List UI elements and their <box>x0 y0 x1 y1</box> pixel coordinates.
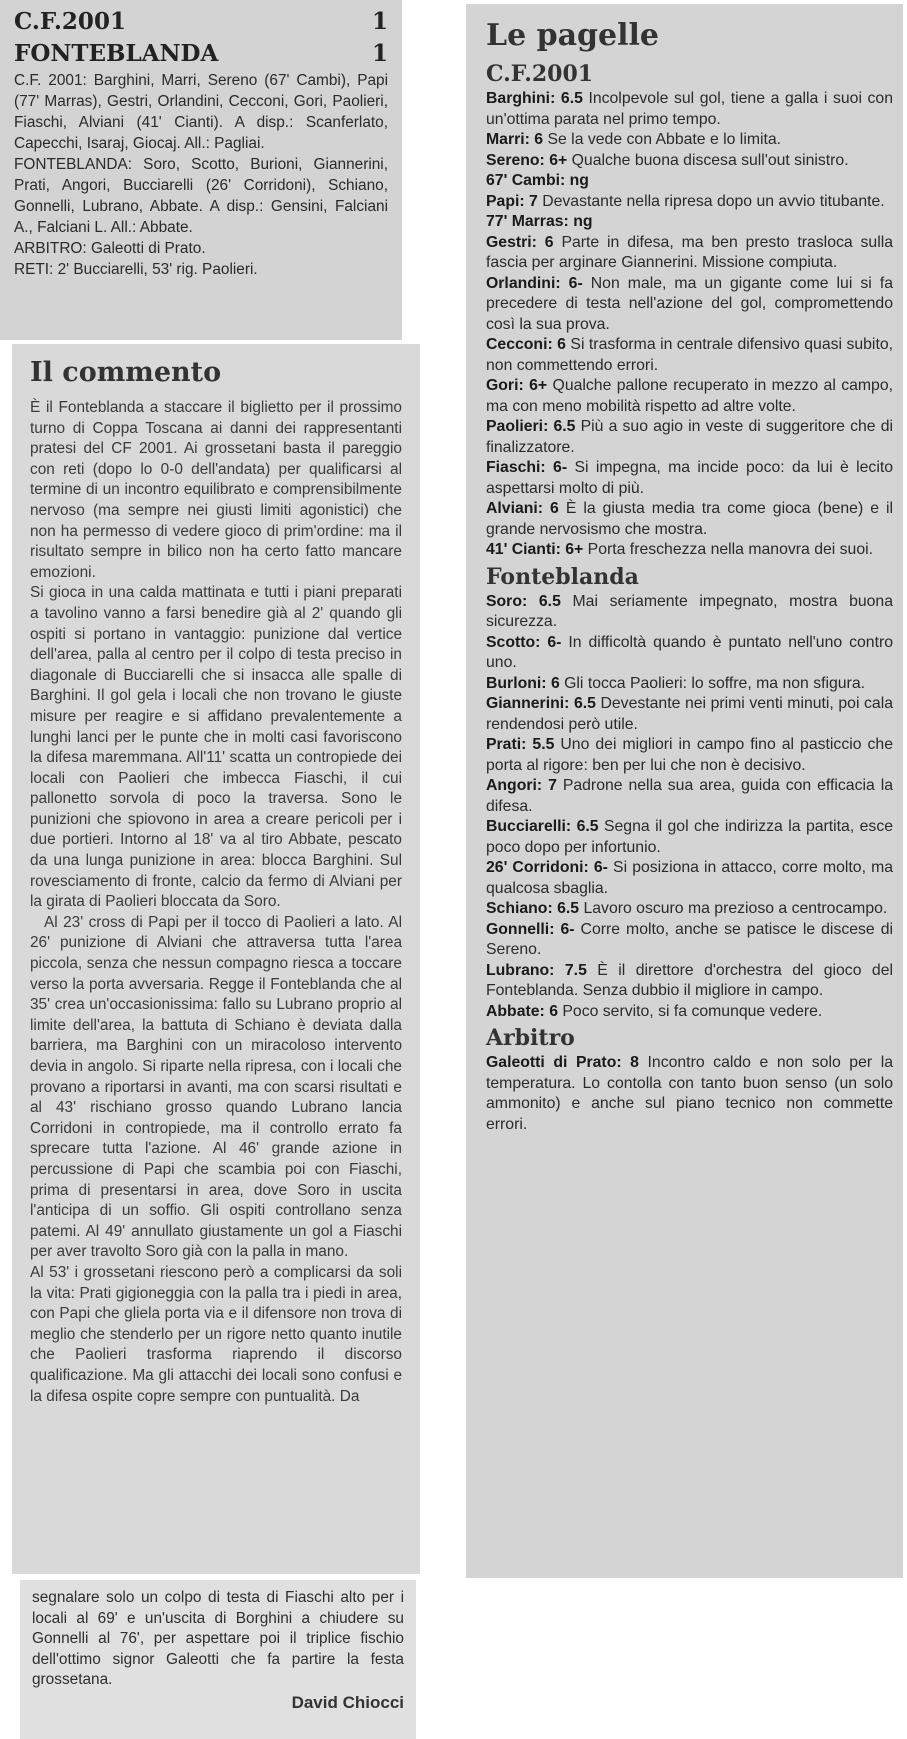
player-name: 67' Cambi: <box>486 172 566 189</box>
ratings-title: Le pagelle <box>486 18 659 53</box>
player-name: Soro: <box>486 592 528 610</box>
player-rating <box>486 899 893 920</box>
commentary-body <box>30 398 402 1407</box>
player-comment: Si posiziona in attacco, corre molto, ma qualcosa sbaglia. <box>486 859 894 897</box>
player-comment: Non male, ma un gigante come lui si fa precedere di testa nell'azione del gol, compromettendo così la sua prova. <box>486 274 894 333</box>
player-name: Papi: <box>486 192 525 210</box>
player-grade: 5.5 <box>532 736 555 753</box>
commentary-tail <box>32 1588 404 1691</box>
player-rating <box>486 858 893 899</box>
commentary-paragraph: Al 53' i grossetani riescono però a complicarsi da soli la vita: Prati gigioneggia con la palla tra i piedi in area, con Papi che gliela porta via e il difensore non trova di meglio che stenderlo per un rigore netto quanto inutile che Paolieri trasforma riaprendo il discorso qualificazione. Ma gli attacchi dei locali sono confusi e la difesa ospite copre sempre con puntualità. Da <box>30 1263 402 1405</box>
player-name: Scotto: <box>486 633 541 651</box>
home-team-name: C.F.2001 <box>14 8 126 35</box>
player-grade: ng <box>573 213 593 230</box>
player-name: Abbate: <box>486 1002 545 1020</box>
commentary-paragraph: Si gioca in una calda mattinata e tutti i piani preparati a tavolino vanno a farsi benedire già al 2' quando gli ospiti si portano in vantaggio: punizione dal vertice dell'area, palla al centro per il colpo di testa preciso in diagonale di Bucciarelli che si insacca alle spalle di Barghini. Il gol gela i locali che non trovano le giuste misure per reagire e si affidano prevalentemente a lunghi lanci per le punte che in molti casi favoriscono la difesa maremmana. All'11' scatta un contropiede dei locali con Paolieri che imbecca Fiaschi, il cui pallonetto sorvola di poco la traversa. Sono le punizioni che spiovono in area a creare pericoli per i due portieri. Intorno al 18' va al tiro Abbate, pescato da una lunga punizione in area: blocca Barghini. Sul rovesciamento di fronte, calcio da fermo di Alviani per la girata di Paolieri bloccata da Soro. <box>30 584 402 911</box>
player-name: Fiaschi: <box>486 459 546 476</box>
player-comment: Parte in difesa, ma ben presto trasloca sulla fascia per arginare Giannerini. Missione compiuta. <box>486 233 894 271</box>
player-comment: Qualche pallone recuperato in mezzo al campo, ma con meno mobilità rispetto ad altre volte. <box>486 377 894 415</box>
player-name: Orlandini: <box>486 274 561 292</box>
player-grade: 8 <box>630 1054 639 1071</box>
player-grade: 6.5 <box>553 418 576 435</box>
player-comment: Si trasforma in centrale difensivo quasi subito, non commettendo errori. <box>486 336 894 374</box>
player-grade: 6.5 <box>576 818 599 835</box>
player-comment: È il direttore d'orchestra del gioco del Fonteblanda. Senza dubbio il migliore in campo. <box>486 961 893 999</box>
player-grade: 6+ <box>529 377 548 394</box>
player-name: Alviani: <box>486 500 544 517</box>
player-comment: Incontro caldo e non solo per la temperatura. Lo contolla con tanto buon senso (un solo ammonito) e anche sul piano tecnico non commette errori. <box>486 1054 893 1133</box>
player-grade: 6 <box>550 500 559 517</box>
player-name: Gori: <box>486 377 524 394</box>
player-comment: Porta freschezza nella manovra dei suoi. <box>587 541 874 558</box>
player-comment: Incolpevole sul gol, tiene a galla i suoi con un'ottima parata nel primo tempo. <box>486 90 893 128</box>
player-name: Burloni: <box>486 674 547 692</box>
player-rating <box>486 540 893 561</box>
player-comment: Qualche buona discesa sull'out sinistro. <box>571 151 849 169</box>
player-rating <box>486 458 893 499</box>
player-rating <box>486 274 893 336</box>
player-name: Gestri: <box>486 233 537 251</box>
player-grade: 6.5 <box>573 695 596 712</box>
ratings-section-title: Fonteblanda <box>486 563 639 590</box>
player-name: Angori: <box>486 777 543 794</box>
player-rating <box>486 633 893 674</box>
player-name: Bucciarelli: <box>486 818 572 835</box>
player-comment: In difficoltà quando è puntato nell'uno contro uno. <box>486 633 894 671</box>
player-grade: 6 <box>534 131 544 148</box>
player-name: Sereno: <box>486 151 545 169</box>
player-rating <box>486 130 893 151</box>
player-comment: Segna il gol che indirizza la partita, esce poco dopo per infortunio. <box>486 818 894 856</box>
player-name: Lubrano: <box>486 961 555 979</box>
commentary-paragraph: È il Fonteblanda a staccare il biglietto per il prossimo turno di Coppa Toscana ai danni dei rappresentanti pratesi del CF 2001. Ai grossetani basta il pareggio con reti (dopo lo 0-0 dell'andata) per qualificarsi al termine di un incontro equilibrato e comprensibilmente nervoso (ma sempre nei giusti limiti agonistici) che non ha permesso di vedere gioco di prim'ordine: ma il risultato sempre in bilico non ha certo fatto mancare emozioni. <box>30 399 402 581</box>
player-grade: 6 <box>544 233 554 251</box>
player-grade: 6.5 <box>538 592 561 610</box>
author-byline: David Chiocci <box>291 1692 404 1712</box>
commentary-tail-text: segnalare solo un colpo di testa di Fiaschi alto per i locali al 69' e un'uscita di Borghini a chiudere su Gonnelli al 76', per aspettare poi il triplice fischio dell'ottimo signor Galeotti che fa partire la festa grossetana. <box>32 1589 404 1689</box>
away-lineup: FONTEBLANDA: Soro, Scotto, Burioni, Giannerini, Prati, Angori, Bucciarelli (26' Corridoni), Schiano, Gonnelli, Lubrano, Abbate. A disp.: Gensini, Falciani A., Falciani L. All.: Abbate. <box>14 156 388 236</box>
player-grade: 6 <box>549 1002 558 1020</box>
player-grade: 6 <box>550 674 560 692</box>
player-grade: 6+ <box>565 541 584 558</box>
player-name: Marri: <box>486 131 530 148</box>
player-name: Cecconi: <box>486 336 553 353</box>
player-grade: 6- <box>593 859 608 876</box>
player-name: Prati: <box>486 736 527 753</box>
player-comment: Si impegna, ma incide poco: da lui è lecito aspettarsi molto di più. <box>486 459 894 497</box>
commentary-title: Il commento <box>30 357 222 388</box>
player-rating <box>486 335 893 376</box>
ratings-list <box>486 60 893 1135</box>
player-comment: Corre molto, anche se patisce le discese di Sereno. <box>486 920 894 958</box>
player-rating <box>486 592 893 633</box>
player-rating <box>486 171 893 192</box>
player-rating <box>486 817 893 858</box>
player-rating <box>486 151 893 172</box>
away-team-score: 1 <box>371 40 388 67</box>
player-name: Barghini: <box>486 90 556 107</box>
commentary-paragraph: Al 23' cross di Papi per il tocco di Paolieri a lato. Al 26' punizione di Alviani che attraversa tutta l'area piccola, senza che nessun compagno riesca a toccare verso la porta avversaria. Regge il Fonteblanda che al 35' crea un'occasionissima: fallo su Lubrano proprio al limite dell'area, la battuta di Schiano è deviata dalla barriera, ma Barghini con un miracoloso intervento devia in angolo. Si riparte nella ripresa, con i locali che provano a riportarsi in avanti, ma con scarsi risultati e al 43' rischiano grosso quando Lubrano lancia Corridoni in contropiede, ma il controllo errato fa sprecare tutta l'azione. Al 46' grande azione in percussione di Papi che scambia poi con Fiaschi, prima di presentarsi in area, dove Soro in uscita l'anticipa di un soffio. Gli ospiti controllano senza patemi. Al 49' annullato giustamente un gol a Fiaschi per aver travolto Soro già con la palla in mano. <box>30 913 402 1261</box>
player-rating <box>486 233 893 274</box>
player-grade: 6+ <box>549 151 568 169</box>
referee-line: ARBITRO: Galeotti di Prato. <box>14 240 206 257</box>
commentary-tail-clipping <box>20 1580 416 1739</box>
player-rating <box>486 499 893 540</box>
player-name: 26' Corridoni: <box>486 859 589 876</box>
player-rating <box>486 1053 893 1135</box>
home-team-score: 1 <box>371 8 388 35</box>
match-details <box>14 70 388 280</box>
player-comment: Più a suo agio in veste di suggeritore che di finalizzatore. <box>486 418 894 456</box>
player-rating <box>486 920 893 961</box>
player-grade: 6- <box>553 459 568 476</box>
ratings-section-title: Arbitro <box>486 1025 575 1051</box>
home-lineup: C.F. 2001: Barghini, Marri, Sereno (67' Cambi), Papi (77' Marras), Gestri, Orlandini, Cecconi, Gori, Paolieri, Fiaschi, Alviani (41' Cianti). A disp.: Scanferlato, Capecchi, Isaraj, Giocaj. All.: Pagliai. <box>14 72 388 152</box>
player-comment: Devestante nei primi venti minuti, poi cala rendendosi però utile. <box>486 695 893 733</box>
player-grade: 6- <box>568 274 583 292</box>
player-grade: 6 <box>557 336 566 353</box>
player-rating <box>486 417 893 458</box>
player-rating <box>486 674 893 695</box>
goals-line: RETI: 2' Bucciarelli, 53' rig. Paolieri. <box>14 261 258 278</box>
player-grade: 7 <box>548 777 557 794</box>
player-grade: 6- <box>547 633 562 651</box>
player-rating <box>486 1002 893 1023</box>
player-rating <box>486 735 893 776</box>
player-rating <box>486 694 893 735</box>
player-name: Gonnelli: <box>486 920 555 938</box>
away-team-row <box>14 38 388 70</box>
player-name: 41' Cianti: <box>486 541 561 558</box>
player-name: Schiano: <box>486 900 553 917</box>
match-scoreboard-clipping <box>0 0 402 340</box>
ratings-section-title: C.F.2001 <box>486 61 594 87</box>
player-comment: È la giusta media tra come gioca (bene) e il grande nervosismo che mostra. <box>486 500 893 538</box>
away-team-name: FONTEBLANDA <box>14 40 219 67</box>
player-comment: Se la vede con Abbate e lo limita. <box>547 131 782 148</box>
player-grade: ng <box>569 172 589 189</box>
player-rating <box>486 376 893 417</box>
home-team-row <box>14 6 388 38</box>
player-comment: Mai seriamente impegnato, mostra buona sicurezza. <box>486 592 893 630</box>
player-name: Giannerini: <box>486 695 570 712</box>
player-comment: Devastante nella ripresa dopo un avvio titubante. <box>542 192 885 210</box>
ratings-clipping <box>466 4 903 1578</box>
player-name: Paolieri: <box>486 418 549 435</box>
player-comment: Padrone nella sua area, guida con efficacia la difesa. <box>486 777 893 815</box>
player-grade: 6.5 <box>557 900 580 917</box>
player-grade: 6.5 <box>560 90 583 107</box>
player-rating <box>486 212 893 233</box>
player-rating <box>486 961 893 1002</box>
player-grade: 7 <box>529 192 538 210</box>
player-name: Galeotti di Prato: <box>486 1054 622 1071</box>
player-grade: 7.5 <box>564 961 587 979</box>
player-name: 77' Marras: <box>486 213 569 230</box>
player-comment: Uno dei migliori in campo fino al pasticcio che porta al rigore: ben per lui che non è decisivo. <box>486 736 893 774</box>
commentary-clipping <box>12 344 420 1574</box>
player-rating <box>486 776 893 817</box>
player-comment: Poco servito, si fa comunque vedere. <box>562 1002 823 1020</box>
player-rating <box>486 89 893 130</box>
player-rating <box>486 192 893 213</box>
player-comment: Lavoro oscuro ma prezioso a centrocampo. <box>583 900 888 917</box>
player-comment: Gli tocca Paolieri: lo soffre, ma non sfigura. <box>564 674 865 692</box>
player-grade: 6- <box>560 920 575 938</box>
